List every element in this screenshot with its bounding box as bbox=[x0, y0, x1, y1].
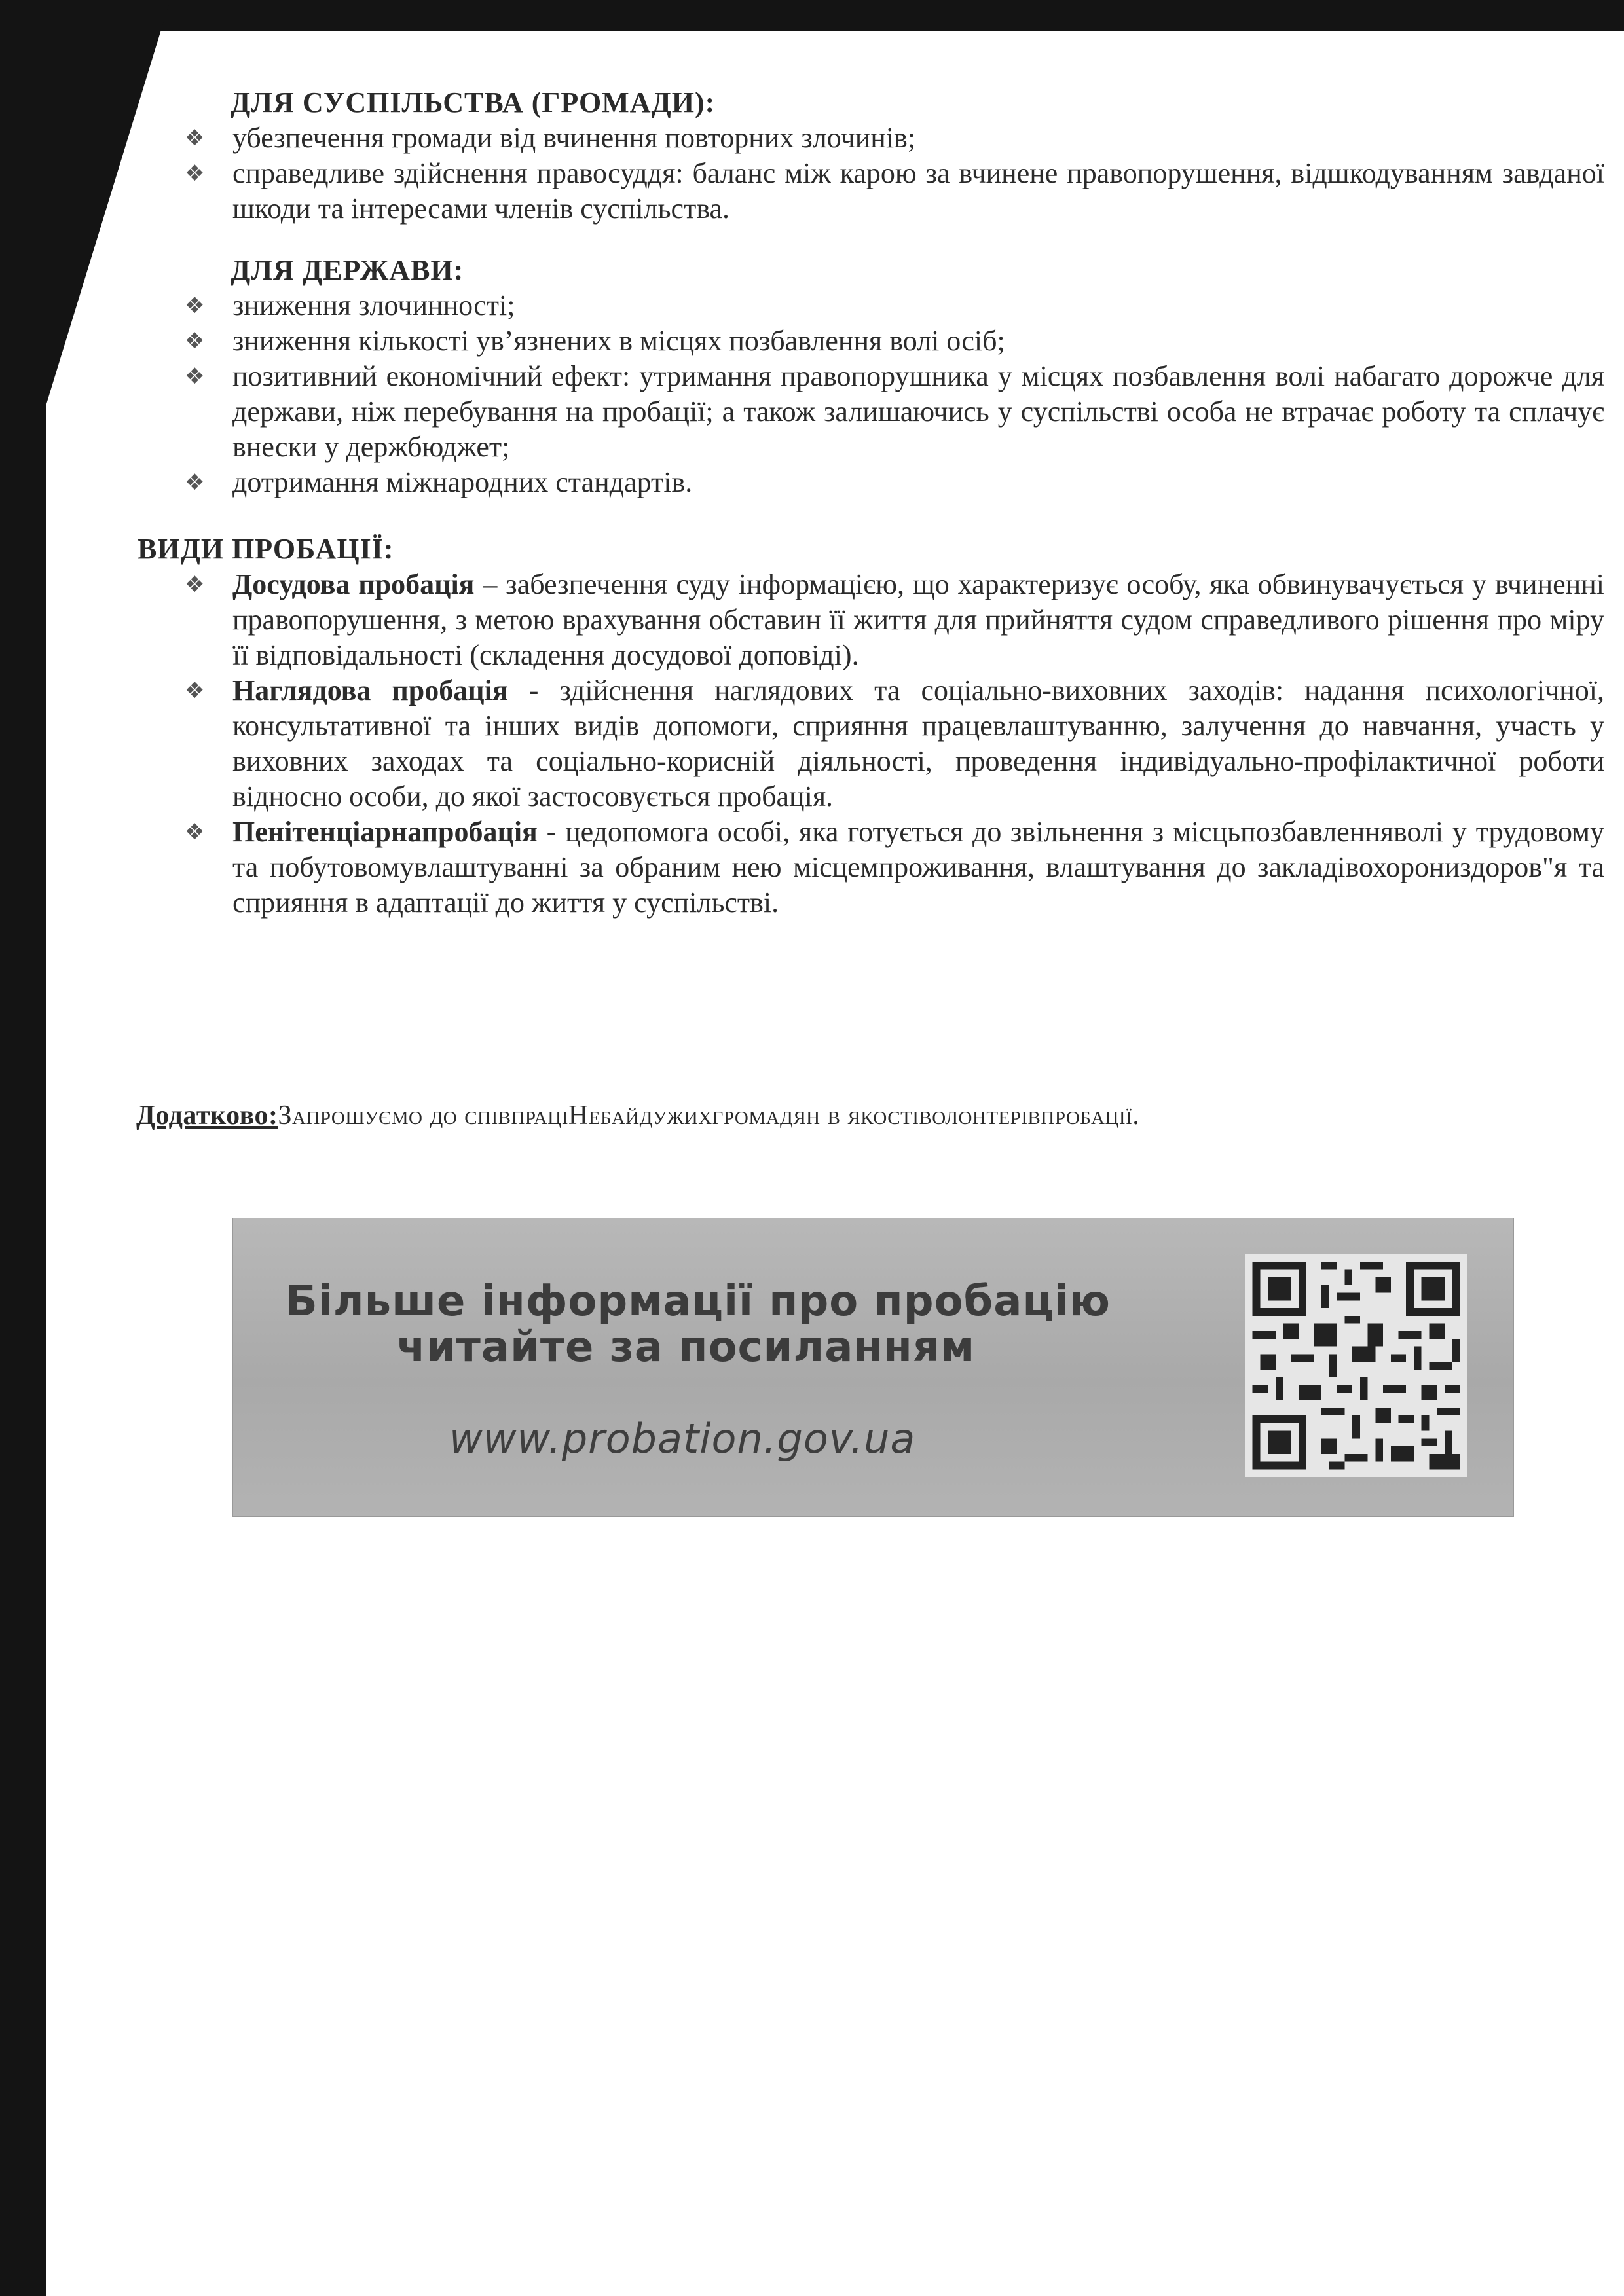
probation-types-title: ВИДИ ПРОБАЦІЇ: bbox=[138, 533, 394, 565]
term-label: Досудова пробація bbox=[232, 568, 475, 600]
document-body bbox=[131, 85, 1611, 920]
list-item: ❖ справедливе здійснення правосуддя: баланс між карою за вчинене правопорушення, відшкодуванням завданої шкоди та інтересами членів суспільства. bbox=[185, 157, 1604, 225]
info-banner bbox=[232, 1218, 1514, 1517]
list-item: ❖ убезпечення громади від вчинення повторних злочинів; bbox=[131, 120, 1611, 156]
society-section-title: ДЛЯ СУСПІЛЬСТВА (ГРОМАДИ): bbox=[231, 86, 716, 118]
diamond-bullet-icon: ❖ bbox=[185, 678, 205, 704]
state-section-title: ДЛЯ ДЕРЖАВИ: bbox=[231, 254, 464, 286]
list-item: ❖ зниження злочинності; bbox=[131, 288, 1611, 323]
probation-types-list bbox=[131, 567, 1611, 920]
term-label: Пенітенціарнапробація bbox=[232, 816, 538, 848]
diamond-bullet-icon: ❖ bbox=[185, 572, 205, 598]
society-list bbox=[131, 120, 1611, 227]
diamond-bullet-icon: ❖ bbox=[185, 125, 205, 151]
additional-note bbox=[136, 1100, 1139, 1131]
additional-label: Додатково: bbox=[136, 1101, 278, 1131]
diamond-bullet-icon: ❖ bbox=[185, 819, 205, 845]
banner-heading: Більше інформації про пробацію bbox=[286, 1277, 1111, 1326]
list-item: ❖ Досудова пробація – забезпечення суду інформацією, що характеризує особу, яка обвинувачується у вчиненні правопорушення, з метою врахування обставин її життя для прийняття судом справедливого рішення про міру її відповідальності (складення досудової доповіді). bbox=[185, 568, 1605, 671]
list-item: ❖ позитивний економічний ефект: утримання правопорушника у місцях позбавлення волі набагато дорожче для держави, ніж перебування на пробації; а також залишаючись у суспільстві особа не втрачає роботу та сплачує внески у держбюджет; bbox=[185, 360, 1604, 463]
list-item: ❖ Пенітенціарнапробація - цедопомога особі, яка готується до звільнення з місцьпозбавленняволі у трудовому та побутовомувлаштуванні за обраним нею місцемпроживання, влаштування до закладівохорониздоров"я та сприяння в адаптації до життя у суспільстві. bbox=[185, 816, 1604, 919]
qr-code-icon[interactable] bbox=[1245, 1254, 1467, 1477]
list-item: ❖ дотримання міжнародних стандартів. bbox=[131, 465, 1611, 500]
banner-subheading: читайте за посиланням bbox=[397, 1323, 976, 1372]
list-item: ❖ зниження кількості ув’язнених в місцях позбавлення волі осіб; bbox=[131, 323, 1611, 359]
diamond-bullet-icon: ❖ bbox=[185, 160, 205, 187]
diamond-bullet-icon: ❖ bbox=[185, 293, 205, 319]
scan-border-top bbox=[0, 0, 1624, 31]
term-label: Наглядова пробація bbox=[232, 674, 508, 706]
additional-text: Запрошуємо до співпраціНебайдужихгромадян в якостіволонтерівпробації. bbox=[278, 1101, 1140, 1131]
diamond-bullet-icon: ❖ bbox=[185, 469, 205, 496]
probation-website-link[interactable]: www.probation.gov.ua bbox=[449, 1415, 916, 1463]
list-item: ❖ Наглядова пробація - здійснення наглядових та соціально-виховних заходів: надання психологічної, консультативної та інших видів допомоги, сприяння працевлаштуванню, залучення до навчання, участь у виховних заходах та соціально-корисній діяльності, проведення індивідуально-профілактичної роботи відносно особи, до якої застосовується пробація. bbox=[185, 674, 1605, 812]
diamond-bullet-icon: ❖ bbox=[185, 363, 205, 390]
state-list bbox=[131, 288, 1611, 500]
diamond-bullet-icon: ❖ bbox=[185, 328, 205, 354]
